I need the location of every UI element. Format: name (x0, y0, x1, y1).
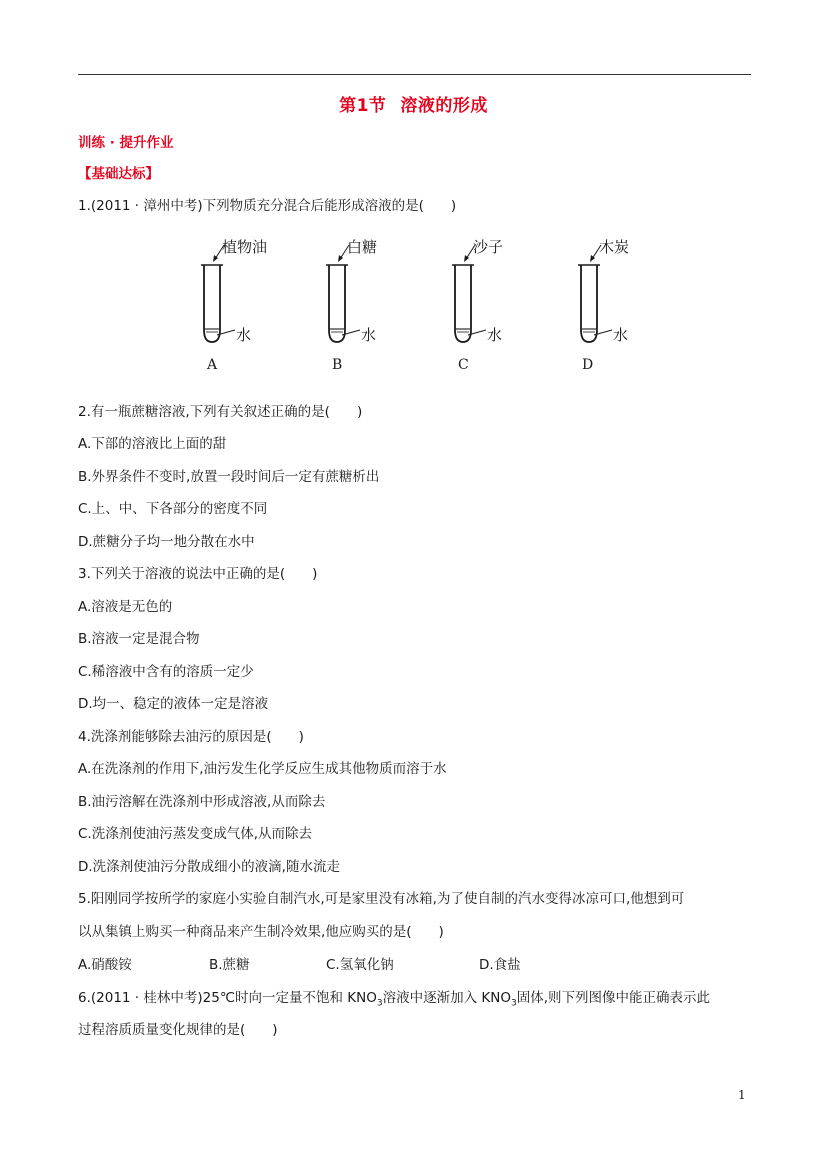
tube-b-letter: B (332, 357, 343, 373)
q3-option-c: C.稀溶液中含有的溶质一定少 (78, 664, 254, 680)
tube-b (326, 238, 377, 373)
page-title (0, 91, 827, 116)
q2-option-c: C.上、中、下各部分的密度不同 (78, 501, 268, 517)
q6-line1-part-a: 6.(2011 · 桂林中考)25℃时向一定量不饱和 KNO (78, 990, 377, 1006)
tube-c-water-label: 水 (487, 326, 503, 344)
page-number: 1 (738, 1088, 746, 1102)
q5-option-b: B.蔗糖 (209, 957, 250, 973)
tube-a-water-label: 水 (236, 326, 252, 344)
tube-d-label: 木炭 (599, 238, 630, 256)
q6-line1-part-c: 固体,则下列图像中能正确表示此 (516, 990, 710, 1006)
q6-subscript-1: 3 (376, 998, 383, 1009)
test-tube-figure (190, 232, 650, 377)
q2-option-b: B.外界条件不变时,放置一段时间后一定有蔗糖析出 (78, 469, 380, 485)
q4-option-b: B.油污溶解在洗涤剂中形成溶液,从而除去 (78, 794, 326, 810)
tube-a (201, 238, 267, 373)
tube-c-label: 沙子 (473, 238, 504, 256)
q5-stem-line2: 以从集镇上购买一种商品来产生制冷效果,他应购买的是( ) (78, 924, 444, 940)
q3-option-b: B.溶液一定是混合物 (78, 631, 200, 647)
q1-stem: 1.(2011 · 漳州中考)下列物质充分混合后能形成溶液的是( ) (78, 198, 457, 214)
category-label: 【基础达标】 (78, 166, 159, 182)
q6-stem-line2: 过程溶质质量变化规律的是( ) (78, 1022, 278, 1038)
q4-option-d: D.洗涤剂使油污分散成细小的液滴,随水流走 (78, 859, 340, 875)
tube-b-water-label: 水 (361, 326, 377, 344)
section-number: 第1节 (339, 96, 387, 116)
q3-option-d: D.均一、稳定的液体一定是溶液 (78, 696, 269, 712)
subheading: 训练 · 提升作业 (78, 135, 174, 151)
tube-d (578, 238, 629, 373)
q6-stem-line1 (78, 986, 710, 1009)
q2-stem: 2.有一瓶蔗糖溶液,下列有关叙述正确的是( ) (78, 404, 363, 420)
q5-option-d: D.食盐 (479, 957, 521, 973)
tube-c (452, 238, 503, 373)
q4-option-c: C.洗涤剂使油污蒸发变成气体,从而除去 (78, 826, 313, 842)
q4-option-a: A.在洗涤剂的作用下,油污发生化学反应生成其他物质而溶于水 (78, 761, 447, 777)
q5-option-c: C.氢氧化钠 (326, 957, 394, 973)
tube-d-letter: D (582, 357, 594, 373)
q2-option-d: D.蔗糖分子均一地分散在水中 (78, 534, 255, 550)
q3-stem: 3.下列关于溶液的说法中正确的是( ) (78, 566, 318, 582)
q2-option-a: A.下部的溶液比上面的甜 (78, 436, 227, 452)
q5-option-a: A.硝酸铵 (78, 957, 132, 973)
q5-options (78, 953, 678, 973)
q6-line1-part-b: 溶液中逐渐加入 KNO (382, 990, 511, 1006)
q4-stem: 4.洗涤剂能够除去油污的原因是( ) (78, 729, 304, 745)
q5-stem-line1: 5.阳刚同学按所学的家庭小实验自制汽水,可是家里没有冰箱,为了使自制的汽水变得冰凉可口,他想到可 (78, 891, 685, 907)
tube-b-label: 白糖 (347, 238, 378, 256)
q3-option-a: A.溶液是无色的 (78, 599, 173, 615)
header-rule (78, 74, 751, 75)
tube-a-label: 植物油 (222, 238, 268, 256)
section-title: 溶液的形成 (400, 96, 488, 116)
tube-a-letter: A (207, 357, 218, 373)
q6-subscript-2: 3 (510, 998, 517, 1009)
tube-c-letter: C (458, 357, 469, 373)
tube-d-water-label: 水 (613, 326, 629, 344)
